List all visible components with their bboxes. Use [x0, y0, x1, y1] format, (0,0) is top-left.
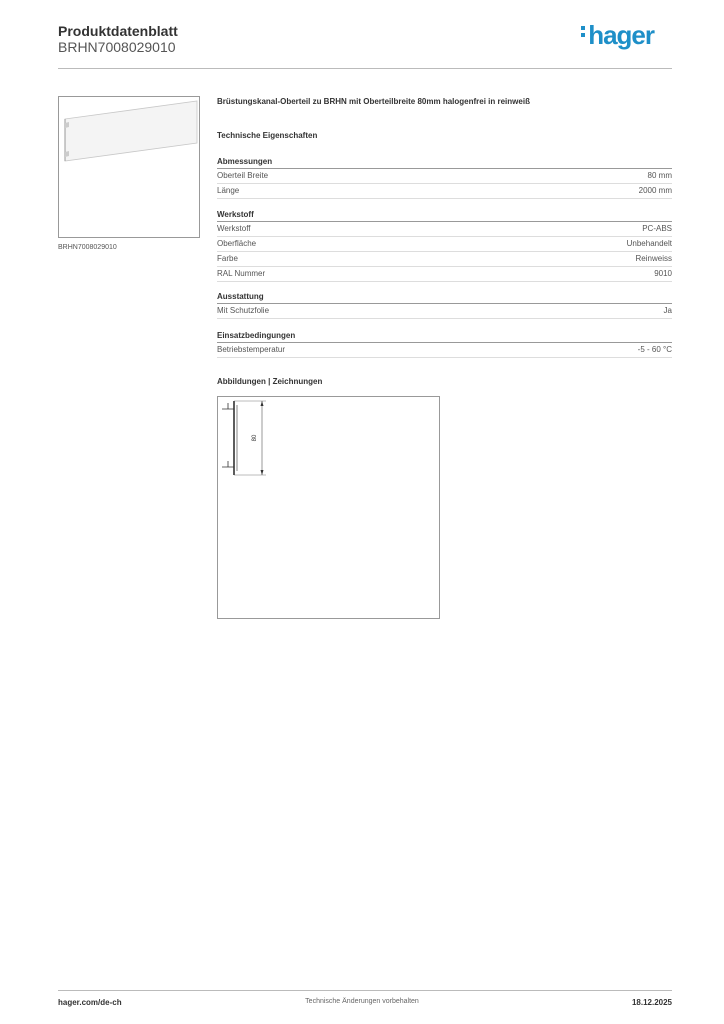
dimension-label: 80: [252, 434, 258, 442]
property-value: -5 - 60 °C: [637, 345, 672, 354]
property-value: Unbehandelt: [626, 239, 672, 248]
property-row: [217, 252, 672, 267]
property-label: Oberfläche: [217, 239, 257, 248]
group-ausstattung: [217, 291, 672, 319]
property-label: RAL Nummer: [217, 269, 266, 278]
cable-duct-cover-icon: [59, 97, 199, 237]
technical-drawing: [217, 396, 440, 619]
property-label: Mit Schutzfolie: [217, 306, 270, 315]
group-abmessungen: [217, 156, 672, 199]
property-label: Oberteil Breite: [217, 171, 269, 180]
group-title: Werkstoff: [217, 209, 672, 222]
product-number: BRHN7008029010: [58, 39, 176, 55]
logo-text: hager: [588, 20, 654, 50]
hager-logo: [581, 20, 654, 51]
group-werkstoff: [217, 209, 672, 282]
property-value: 9010: [654, 269, 672, 278]
header-divider: [58, 68, 672, 69]
technical-properties-heading: Technische Eigenschaften: [217, 131, 318, 140]
product-image: [58, 96, 200, 238]
footer-notice: Technische Änderungen vorbehalten: [305, 998, 419, 1005]
property-value: 80 mm: [647, 171, 672, 180]
property-value: PC-ABS: [642, 224, 672, 233]
group-einsatzbedingungen: [217, 330, 672, 358]
property-value: 2000 mm: [638, 186, 672, 195]
property-label: Werkstoff: [217, 224, 251, 233]
property-row: [217, 304, 672, 319]
property-label: Länge: [217, 186, 240, 195]
property-label: Farbe: [217, 254, 238, 263]
property-value: Reinweiss: [635, 254, 672, 263]
footer-website-link[interactable]: hager.com/de-ch: [58, 998, 122, 1007]
profile-drawing-icon: [218, 397, 439, 618]
logo-dots-icon: [581, 23, 585, 40]
footer-date: 18.12.2025: [631, 998, 672, 1007]
page-header: [58, 20, 672, 70]
drawings-heading: Abbildungen | Zeichnungen: [217, 377, 323, 386]
group-title: Ausstattung: [217, 291, 672, 304]
property-row: [217, 184, 672, 199]
property-label: Betriebstemperatur: [217, 345, 286, 354]
property-row: [217, 237, 672, 252]
product-image-caption: BRHN7008029010: [58, 244, 117, 251]
property-row: [217, 343, 672, 358]
property-row: [217, 267, 672, 282]
property-value: Ja: [663, 306, 672, 315]
product-description: Brüstungskanal-Oberteil zu BRHN mit Oberteilbreite 80mm halogenfrei in reinweiß: [217, 97, 530, 106]
property-row: [217, 169, 672, 184]
property-row: [217, 222, 672, 237]
group-title: Abmessungen: [217, 156, 672, 169]
page-title: Produktdatenblatt: [58, 23, 178, 39]
footer-divider: [58, 990, 672, 991]
group-title: Einsatzbedingungen: [217, 330, 672, 343]
